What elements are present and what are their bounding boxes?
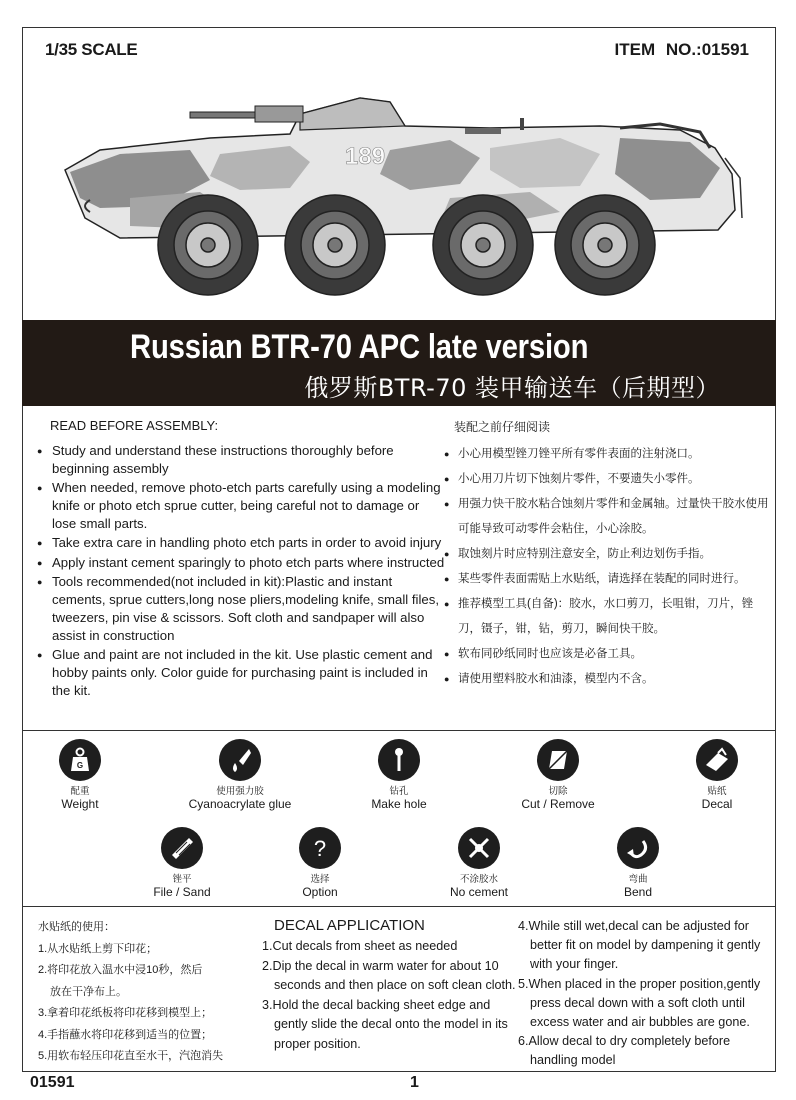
- title-en: Russian BTR-70 APC late version: [130, 328, 589, 366]
- symbol-drill: 钻孔 Make hole: [329, 739, 469, 811]
- list-item: 2.将印花放入温水中浸10秒，然后: [38, 964, 203, 976]
- list-item: ● When needed, remove photo-etch parts carefully using a modeling knife or photo etch sprue cutter, being careful not to damage or lose small parts.: [36, 479, 446, 533]
- cut-icon: [543, 745, 573, 775]
- list-item: handling model: [530, 1053, 616, 1068]
- read-heading-en: READ BEFORE ASSEMBLY:: [50, 418, 219, 433]
- symbol-decal: 贴纸 Decal: [647, 739, 787, 811]
- list-item: seconds and then place on soft clean cloth.: [274, 978, 516, 992]
- wheel: [285, 195, 385, 295]
- list-item: ● 推荐模型工具(自备)：胶水，水口剪刀，长咀钳，刀片，锉刀，镊子，钳，钻，剪刀，瞬间快干胶。: [442, 592, 772, 642]
- list-item: 5.用软布轻压印花直至水干，汽泡消失: [38, 1050, 224, 1062]
- read-before-assembly: [22, 406, 776, 731]
- item-number: ITEM NO.:01591: [614, 40, 749, 59]
- list-item: ● 软布同砂纸同时也应该是必备工具。: [442, 642, 772, 667]
- list-item: 1.Cut decals from sheet as needed: [262, 939, 458, 953]
- footer-code: 01591: [30, 1074, 75, 1091]
- list-item: ● 小心用模型锉刀锉平所有零件表面的注射浇口。: [442, 442, 772, 467]
- read-heading-cn: 装配之前仔细阅读: [454, 420, 551, 434]
- option-icon: [305, 833, 335, 863]
- title-banner: [22, 320, 776, 406]
- decal-heading-en: DECAL APPLICATION: [274, 917, 425, 934]
- list-item: ● Apply instant cement sparingly to photo etch parts where instructed: [36, 554, 446, 572]
- list-item: gently slide the decal onto the model in its: [274, 1017, 508, 1031]
- decal-icon: [702, 745, 732, 775]
- list-item: 4.手指蘸水将印花移到适当的位置；: [38, 1028, 213, 1041]
- list-item: excess water and air bubbles are gone.: [530, 1015, 750, 1030]
- list-item: ● 小心用刀片切下蚀刻片零件，不要遗失小零件。: [442, 467, 772, 492]
- wheel: [158, 195, 258, 295]
- list-item: ● Take extra care in handling photo etch parts in order to avoid injury: [36, 534, 446, 552]
- list-item: 3.Hold the decal backing sheet edge and: [262, 997, 491, 1012]
- scale-label: 1/35 SCALE: [45, 40, 138, 59]
- decal-steps-en-1: [262, 917, 522, 1054]
- decal-steps-cn: [38, 917, 268, 1068]
- symbol-glue: 使用强力胶 Cyanoacrylate glue: [170, 739, 310, 811]
- glue-icon: [225, 745, 255, 775]
- symbol-no-cement: 不涂胶水 No cement: [409, 827, 549, 899]
- list-item: ● Glue and paint are not included in the kit. Use plastic cement and hobby paints only. Color guide for purchasing paint is included in the kit.: [36, 646, 446, 700]
- vehicle-illustration: [60, 88, 750, 310]
- symbol-weight: G 配重 Weight: [10, 739, 150, 811]
- file-icon: [167, 833, 197, 863]
- drill-icon: [384, 745, 414, 775]
- list-item: 2.Dip the decal in warm water for about 10: [262, 958, 499, 973]
- list-item: 1.从水贴纸上剪下印花；: [38, 942, 158, 955]
- symbol-cut: 切除 Cut / Remove: [488, 739, 628, 811]
- page-number: 1: [410, 1074, 419, 1091]
- instructions-cn: [442, 442, 772, 692]
- list-item: ● 取蚀刻片时应特别注意安全，防止利边划伤手指。: [442, 542, 772, 567]
- list-item: proper position.: [274, 1036, 361, 1051]
- symbol-option: ? 选择 Option: [250, 827, 390, 899]
- list-item: ● Tools recommended(not included in kit):Plastic and instant cements, sprue cutters,long nose pliers,modeling knife, small files, tweezers, pin vise & scissors. Soft cloth and sandpaper will also assist in construction: [36, 573, 446, 645]
- hull-number: 189: [345, 143, 386, 170]
- list-item: 6.Allow decal to dry completely before: [518, 1034, 731, 1049]
- no-cement-icon: [464, 833, 494, 863]
- title-cn: 俄罗斯BTR-70 装甲输送车（后期型）: [304, 374, 720, 402]
- decal-application: [22, 907, 776, 1072]
- list-item: better fit on model by dampening it gently: [530, 938, 761, 953]
- list-item: ● 请使用塑料胶水和油漆，模型内不含。: [442, 667, 772, 692]
- weight-icon: [65, 745, 95, 775]
- svg-text:G: G: [76, 761, 84, 770]
- bend-icon: [623, 833, 653, 863]
- symbol-file: 锉平 File / Sand: [112, 827, 252, 899]
- symbol-legend: [22, 731, 776, 907]
- list-item: 放在干净布上。: [50, 985, 127, 998]
- decal-heading-cn: 水贴纸的使用：: [38, 921, 115, 933]
- list-item: 5.When placed in the proper position,gently: [518, 976, 761, 991]
- symbol-bend: 弯曲 Bend: [568, 827, 708, 899]
- list-item: 3.拿着印花纸板将印花移到模型上；: [38, 1007, 213, 1019]
- decal-steps-en-2: [518, 917, 768, 1071]
- list-item: ● Study and understand these instructions thoroughly before beginning assembly: [36, 442, 446, 478]
- svg-text:?: ?: [313, 836, 327, 861]
- list-item: ● 用强力快干胶水粘合蚀刻片零件和金属轴。过量快干胶水使用可能导致可动零件会粘住，小心涂胶。: [442, 492, 772, 542]
- instructions-en: [36, 442, 446, 701]
- list-item: press decal down with a soft cloth until: [530, 995, 745, 1010]
- list-item: 4.While still wet,decal can be adjusted for: [518, 919, 750, 933]
- list-item: ● 某些零件表面需贴上水贴纸，请选择在装配的同时进行。: [442, 567, 772, 592]
- wheel: [555, 195, 655, 295]
- wheel: [433, 195, 533, 295]
- list-item: with your finger.: [530, 957, 619, 972]
